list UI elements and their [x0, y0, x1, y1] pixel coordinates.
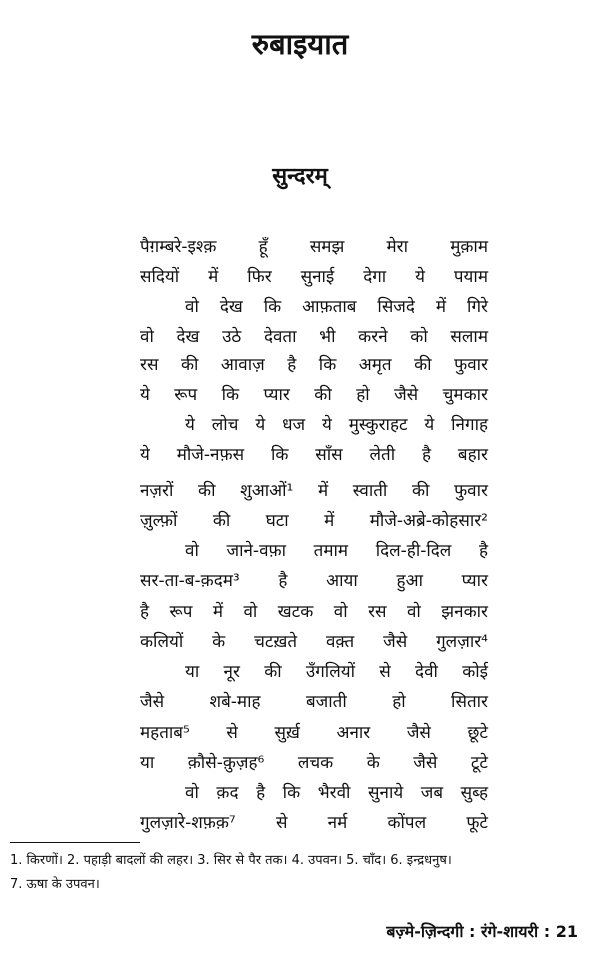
verse-line: है रूप में वो खटक वो रस वो झनकार: [140, 602, 488, 622]
verse-line: जैसे शबे-माह बजाती हो सितार: [140, 692, 488, 712]
verse-line: वो जाने-वफ़ा तमाम दिल-ही-दिल है: [185, 541, 488, 561]
stanza-5: [140, 718, 488, 838]
verse-line: नज़रों की शुआओं¹ में स्वाती की फुवार: [140, 481, 488, 501]
verse-line: ज़ुल्फ़ों की घटा में मौजे-अब्रे-कोहसार²: [140, 511, 488, 531]
verse-line: सदियों में फिर सुनाई देगा ये पयाम: [140, 267, 488, 287]
verse-line: वो देख उठे देवता भी करने को सलाम: [140, 327, 488, 347]
stanza-4: [140, 597, 488, 717]
verse-line: या नूर की उँगलियों से देवी कोई: [185, 662, 488, 682]
footnote-divider: [10, 842, 140, 843]
stanza-2: [140, 350, 488, 470]
verse-line: वो देख कि आफ़ताब सिजदे में गिरे: [185, 297, 488, 317]
footnote-line: 1. किरणों। 2. पहाड़ी बादलों की लहर। 3. सिर से पैर तक। 4. उपवन। 5. चाँद। 6. इन्द्रधनुष।: [10, 853, 452, 868]
verse-line: रस की आवाज़ है कि अमृत की फुवार: [140, 355, 488, 375]
verse-line: वो क़द है कि भैरवी सुनाये जब सुब्ह: [185, 783, 488, 803]
verse-line: ये रूप कि प्यार की हो जैसे चुमकार: [140, 385, 488, 405]
page-title: रुबाइयात: [251, 27, 349, 61]
footnote-line: 7. ऊषा के उपवन।: [10, 877, 100, 892]
verse-line: ये लोच ये धज ये मुस्कुराहट ये निगाह: [185, 415, 488, 435]
verse-line: कलियों के चटख़ते वक़्त जैसे गुलज़ार⁴: [140, 632, 488, 652]
poem-title: सुन्दरम्: [272, 164, 328, 189]
stanza-3: [140, 476, 488, 596]
stanza-1: [140, 232, 488, 352]
verse-line: गुलज़ारे-शफ़क़⁷ से नर्म कोंपल फूटे: [140, 813, 488, 833]
verse-line: महताब⁵ से सुर्ख़ अनार जैसे छूटे: [140, 723, 488, 743]
verse-line: सर-ता-ब-क़दम³ है आया हुआ प्यार: [140, 571, 488, 591]
page-footer: बज़्मे-ज़िन्दगी : रंगे-शायरी : 21: [386, 922, 578, 941]
verse-line: या क़ौसे-क़ुज़ह⁶ लचक के जैसे टूटे: [140, 753, 488, 773]
verse-line: ये मौजे-नफ़स कि साँस लेती है बहार: [140, 445, 488, 465]
verse-line: पैग़म्बरे-इश्क़ हूँ समझ मेरा मुक़ाम: [140, 237, 488, 257]
